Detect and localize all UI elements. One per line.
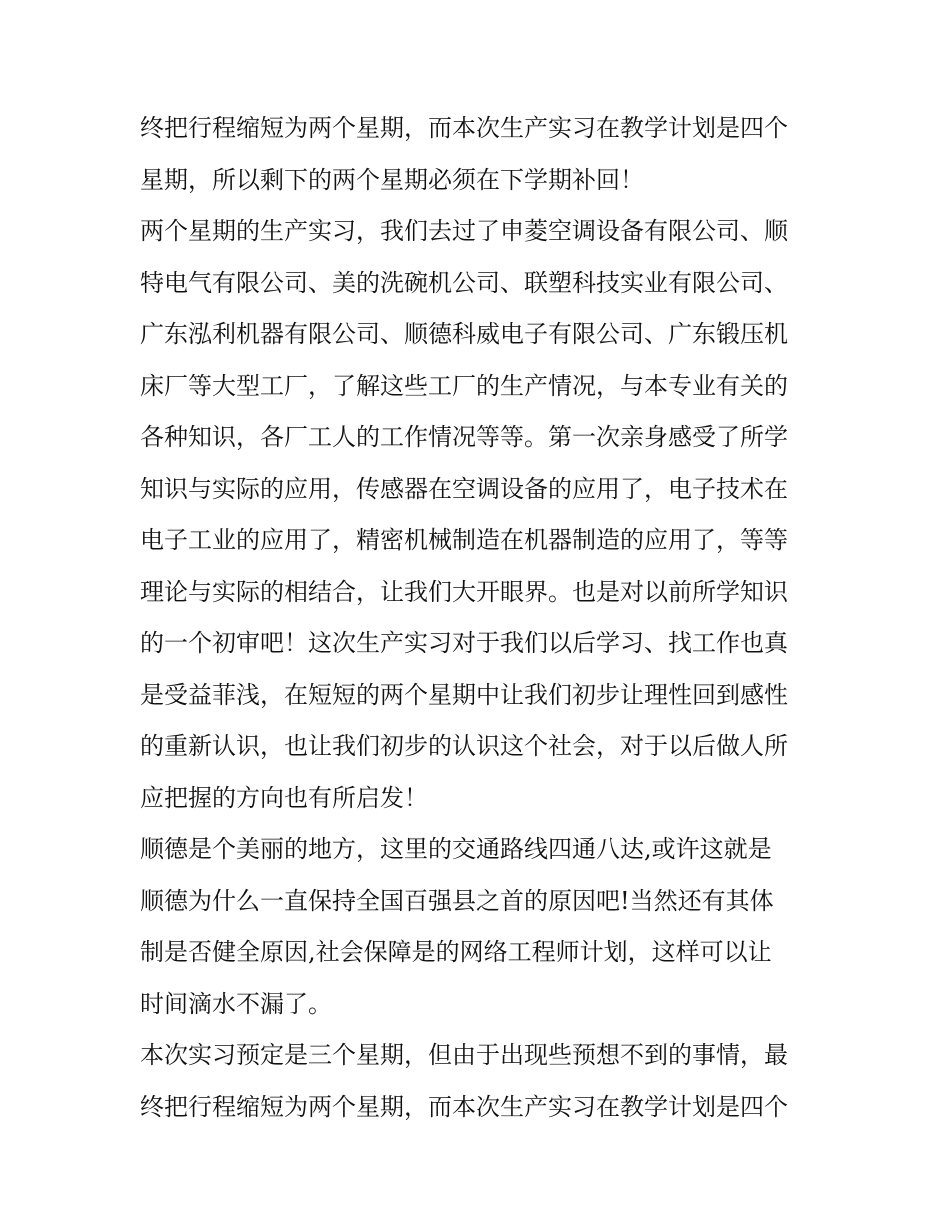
text-line: 理论与实际的相结合，让我们大开眼界。也是对以前所学知识 [140, 577, 788, 606]
text-line: 两个星期的生产实习，我们去过了申菱空调设备有限公司、顺 [140, 217, 788, 245]
document-body [140, 103, 815, 1133]
text-line: 本次实习预定是三个星期，但由于出现些预想不到的事情，最 [140, 1041, 788, 1069]
text-line: 是受益菲浅，在短短的两个星期中让我们初步让理性回到感性 [140, 680, 788, 709]
text-line: 特电气有限公司、美的洗碗机公司、联塑科技实业有限公司、 [140, 268, 788, 297]
text-line: 时间滴水不漏了。 [140, 989, 332, 1018]
text-line: 星期，所以剩下的两个星期必须在下学期补回！ [140, 165, 644, 194]
text-line: 床厂等大型工厂，了解这些工厂的生产情况，与本专业有关的 [140, 371, 788, 400]
text-line: 顺德为什么一直保持全国百强县之首的原因吧!当然还有其体 [140, 886, 774, 915]
text-line: 各种知识，各厂工人的工作情况等等。第一次亲身感受了所学 [140, 423, 788, 451]
text-line: 应把握的方向也有所启发！ [140, 783, 428, 812]
text-line: 知识与实际的应用，传感器在空调设备的应用了，电子技术在 [140, 474, 788, 503]
text-line: 制是否健全原因,社会保障是的网络工程师计划，这样可以让 [140, 938, 772, 966]
text-line: 的一个初审吧！这次生产实习对于我们以后学习、找工作也真 [140, 629, 788, 657]
text-line: 顺德是个美丽的地方，这里的交通路线四通八达,或许这就是 [140, 835, 772, 863]
text-line: 终把行程缩短为两个星期，而本次生产实习在教学计划是四个 [140, 114, 788, 142]
text-line: 广东泓利机器有限公司、顺德科威电子有限公司、广东锻压机 [140, 320, 788, 348]
text-line: 终把行程缩短为两个星期，而本次生产实习在教学计划是四个 [140, 1092, 788, 1121]
text-line: 电子工业的应用了，精密机械制造在机器制造的应用了，等等 [140, 526, 788, 554]
text-line: 的重新认识，也让我们初步的认识这个社会，对于以后做人所 [140, 732, 788, 760]
